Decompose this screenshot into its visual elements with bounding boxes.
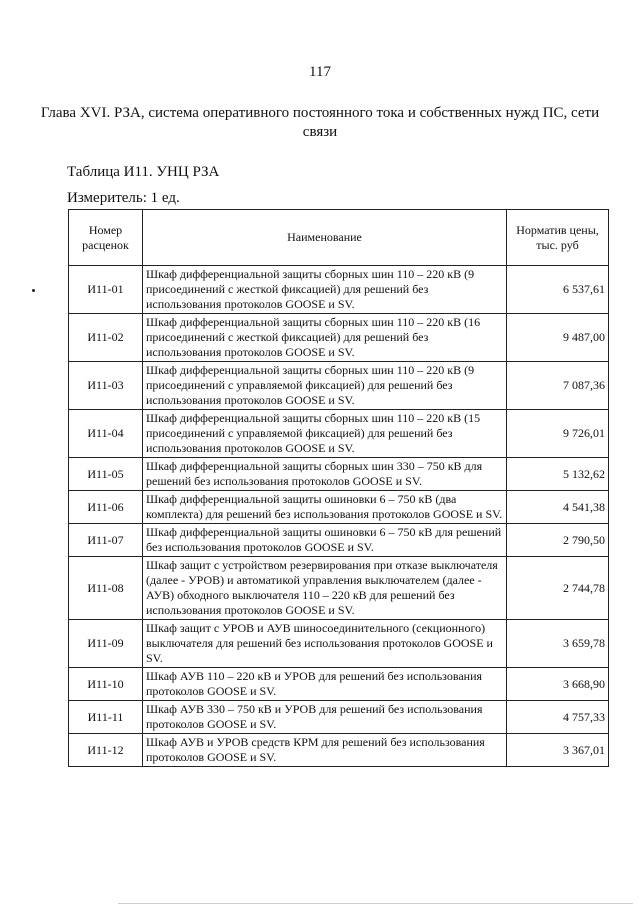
row-code: И11-03 — [69, 362, 143, 410]
table-row — [69, 491, 609, 524]
row-name: Шкаф дифференциальной защиты ошиновки 6 – 750 кВ (два комплекта) для решений без использования протоколов GOOSE и SV. — [143, 491, 507, 524]
row-price: 2 744,78 — [507, 557, 609, 620]
row-code: И11-05 — [69, 458, 143, 491]
row-name: Шкаф дифференциальной защиты сборных шин 110 – 220 кВ (16 присоединений с жесткой фиксацией) для решений без использования протоколов GOOSE и SV. — [143, 314, 507, 362]
row-name: Шкаф защит с УРОВ и АУВ шиносоединительного (секционного) выключателя для решений без использования протоколов GOOSE и SV. — [143, 620, 507, 668]
row-code: И11-01 — [69, 266, 143, 314]
row-name: Шкаф дифференциальной защиты ошиновки 6 – 750 кВ для решений без использования протоколов GOOSE и SV. — [143, 524, 507, 557]
row-price: 7 087,36 — [507, 362, 609, 410]
row-price: 5 132,62 — [507, 458, 609, 491]
row-code: И11-11 — [69, 701, 143, 734]
row-name: Шкаф АУВ 330 – 750 кВ и УРОВ для решений без использования протоколов GOOSE и SV. — [143, 701, 507, 734]
table-row — [69, 410, 609, 458]
row-price: 9 487,00 — [507, 314, 609, 362]
row-name: Шкаф дифференциальной защиты сборных шин 110 – 220 кВ (9 присоединений с жесткой фиксацией) для решений без использования протоколов GOOSE и SV. — [143, 266, 507, 314]
table-row — [69, 620, 609, 668]
row-price: 3 668,90 — [507, 668, 609, 701]
page-edge — [118, 903, 633, 904]
table-row — [69, 668, 609, 701]
row-code: И11-08 — [69, 557, 143, 620]
row-price: 4 541,38 — [507, 491, 609, 524]
table-row — [69, 362, 609, 410]
row-price: 6 537,61 — [507, 266, 609, 314]
row-code: И11-09 — [69, 620, 143, 668]
unit-label: Измеритель: 1 ед. — [67, 190, 180, 206]
row-name: Шкаф дифференциальной защиты сборных шин 110 – 220 кВ (9 присоединений с управляемой фиксацией) для решений без использования протоколов GOOSE и SV. — [143, 362, 507, 410]
chapter-title: Глава XVI. РЗА, система оперативного постоянного тока и собственных нужд ПС, сети связи — [40, 105, 600, 140]
table-row — [69, 266, 609, 314]
table-row — [69, 524, 609, 557]
scan-dot — [32, 289, 35, 292]
row-name: Шкаф АУВ 110 – 220 кВ и УРОВ для решений без использования протоколов GOOSE и SV. — [143, 668, 507, 701]
table-row — [69, 458, 609, 491]
row-code: И11-02 — [69, 314, 143, 362]
row-code: И11-06 — [69, 491, 143, 524]
row-code: И11-12 — [69, 734, 143, 767]
row-name: Шкаф АУВ и УРОВ средств КРМ для решений без использования протоколов GOOSE и SV. — [143, 734, 507, 767]
row-price: 9 726,01 — [507, 410, 609, 458]
row-code: И11-10 — [69, 668, 143, 701]
page-number: 117 — [309, 64, 331, 80]
row-price: 3 659,78 — [507, 620, 609, 668]
row-name: Шкаф дифференциальной защиты сборных шин 330 – 750 кВ для решений без использования протоколов GOOSE и SV. — [143, 458, 507, 491]
price-table — [68, 209, 609, 767]
table-header-row — [69, 210, 609, 266]
row-price: 4 757,33 — [507, 701, 609, 734]
table-row — [69, 734, 609, 767]
header-code: Номер расценок — [69, 210, 143, 266]
row-code: И11-07 — [69, 524, 143, 557]
row-code: И11-04 — [69, 410, 143, 458]
row-price: 2 790,50 — [507, 524, 609, 557]
header-name: Наименование — [143, 210, 507, 266]
header-price: Норматив цены, тыс. руб — [507, 210, 609, 266]
table-row — [69, 314, 609, 362]
table-title: Таблица И11. УНЦ РЗА — [67, 164, 220, 180]
row-price: 3 367,01 — [507, 734, 609, 767]
row-name: Шкаф дифференциальной защиты сборных шин 110 – 220 кВ (15 присоединений с управляемой фиксацией) для решений без использования протоколов GOOSE и SV. — [143, 410, 507, 458]
table-row — [69, 701, 609, 734]
row-name: Шкаф защит с устройством резервирования при отказе выключателя (далее - УРОВ) и автоматикой управления выключателем (далее - АУВ) обходного выключателя 110 – 220 кВ для решений без использования протоколов GOOSE и SV. — [143, 557, 507, 620]
table-row — [69, 557, 609, 620]
